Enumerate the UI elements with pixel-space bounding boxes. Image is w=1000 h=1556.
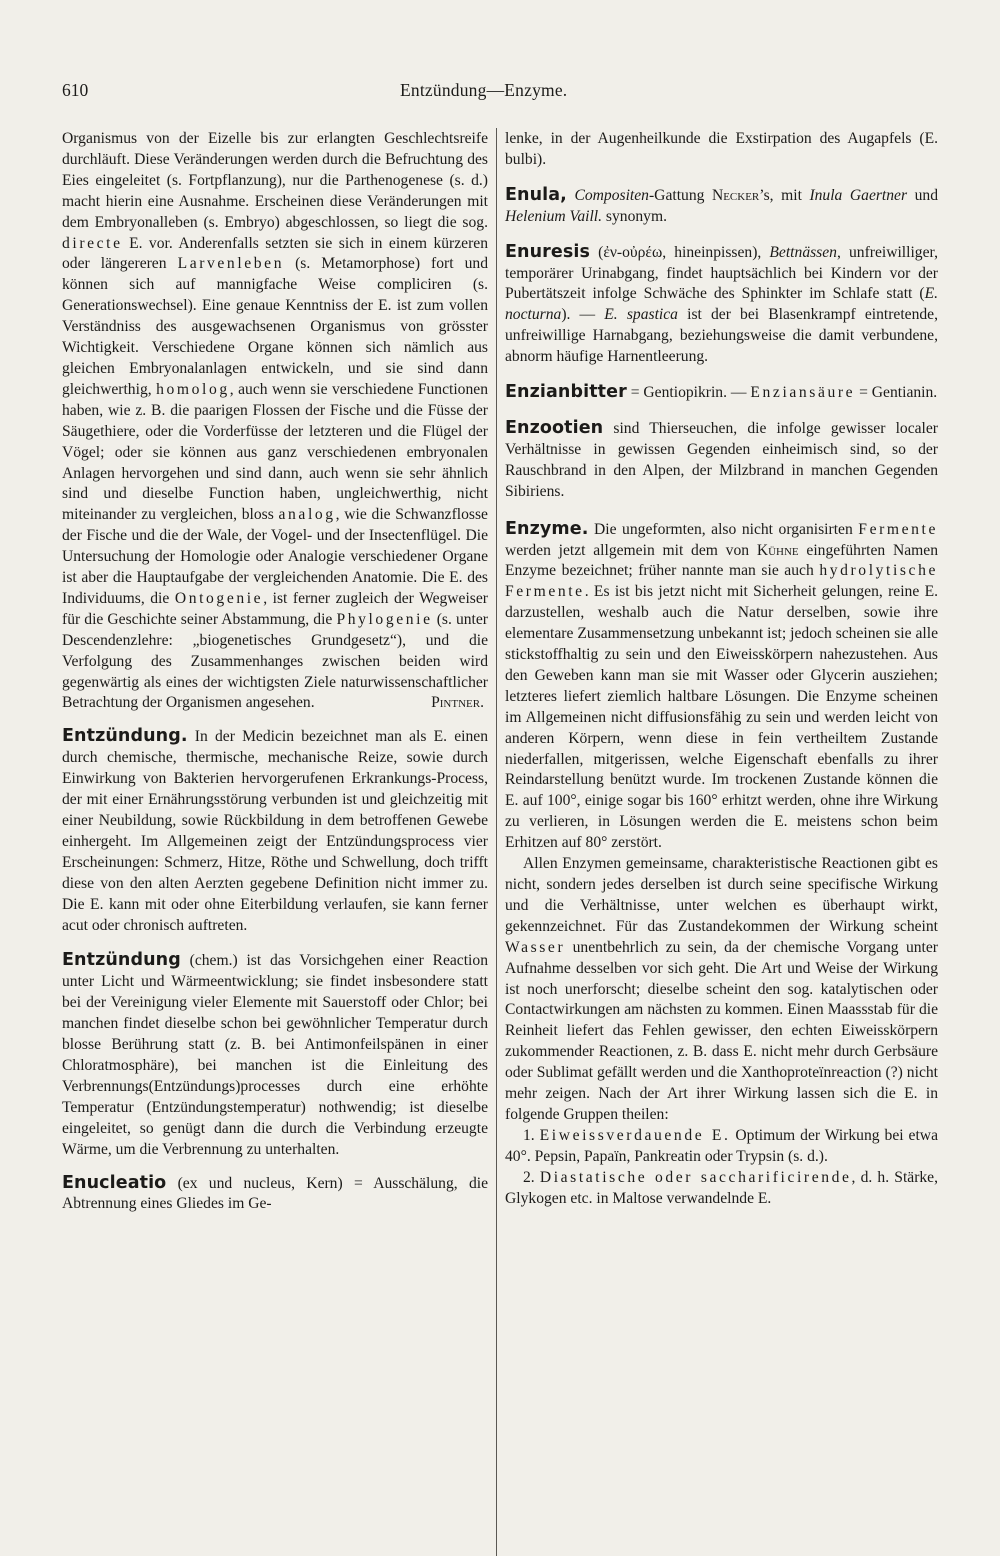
emphasis-term: Ontogenie bbox=[174, 589, 264, 607]
headword: Enuresis bbox=[505, 241, 591, 262]
entry-entzuendung-chem: Entzündung (chem.) ist das Vorsichgehen einer Reaction unter Licht und Wärmeentwicklung; sie findet insbesondere statt bei der Vereinigung vieler Elemente mit Sauerstoff oder Chlor; bei manchen findet dieselbe schon bei gewöhnlicher Temperatur durch blosse Berührung statt (z. B. bei Antimonfeilspänen in einer Chloratmosphäre), bei manchen ist die Einleitung des Verbrennungs(Entzündungs)processes durch eine erhöhte Temperatur (Entzündungstemperatur) nothwendig; ist dieselbe eingeleitet, so genügt dann die durch die Verbindung erzeugte Wärme, um die Verbrennung zu unterhalten. bbox=[62, 950, 488, 1158]
emphasis-term: directe bbox=[62, 234, 123, 252]
running-head: Entzündung—Enzyme. bbox=[400, 80, 568, 100]
headword: Enzianbitter bbox=[505, 382, 627, 403]
enzyme-group-2: 2. Diastatische oder saccharificirende, d. h. Stärke, Glykogen etc. in Maltose verwandelnde E. bbox=[505, 1168, 939, 1207]
right-column bbox=[505, 129, 938, 1210]
headword: Enula, bbox=[505, 184, 567, 205]
column-rule bbox=[496, 128, 497, 1556]
entry-entzuendung: Entzündung. In der Medicin bezeichnet man als E. einen durch chemische, thermische, mechanische Reize, sowie durch Einwirkung von Bakterien hervorgerufenen Erkrankungs-Process, der mit einer Ernährungsstörung verbunden ist und gleichzeitig mit einer Neubildung, sowie Rückbildung in dem betroffenen Gewebe einhergeht. Im Allgemeinen zeigt der Entzündungsprocess vier Erscheinungen: Schmerz, Hitze, Röthe und Schwellung, doch trifft diese von den alten Aerzten gegebene Definition nicht immer zu. Die E. kann mit oder ohne Eiterbildung verlaufen, sie kann ferner acut oder chronisch auftreten. bbox=[62, 726, 488, 934]
enzyme-paragraph-2: Allen Enzymen gemeinsame, charakteristische Reactionen gibt es nicht, sondern jedes derselben ist durch seine specifische Wirkung und die Verhältnisse, unter welchen es überhaupt wirkt, gekennzeichnet. Für das Zustandekommen der Wirkung scheint Wasser unentbehrlich zu sein, da der chemische Vorgang unter Aufnahme desselben vor sich geht. Die Art und Weise der Wirkung ist noch unerforscht; dieselbe scheint den sog. katalytischen oder Contactwirkungen am nächsten zu kommen. Einen Maassstab für die Reinheit liefert das Fehlen gewisser, den echten Eiweisskörpern zukommender Reactionen, z. B. dass E. nicht mehr durch Gerbsäure oder Sublimat gefällt werden und die Xanthoproteïnreaction (?) nicht mehr zeigen. Nach der Art ihrer Wirkung lassen sich die E. in folgende Gruppen theilen: bbox=[505, 855, 938, 1123]
emphasis-term: Larvenleben bbox=[177, 255, 285, 273]
page-number: 610 bbox=[62, 80, 89, 100]
author-signature: Pintner. bbox=[431, 694, 484, 712]
headword: Enucleatio bbox=[62, 1172, 167, 1193]
entry-enzootien: Enzootien sind Thierseuchen, die infolge gewisser localer Verhältnisse in gewissen Gegenden einheimisch sind, so der Rauschbrand in den Alpen, der Milzbrand in manchen Gegenden Sibiriens. bbox=[505, 417, 938, 500]
emphasis-term: homolog bbox=[156, 380, 230, 398]
emphasis-term: Phylogenie bbox=[336, 610, 433, 628]
entry-enzyme: Enzyme. Die ungeformten, also nicht organisirten Fermente werden jetzt allgemein mit dem von Kühne eingeführten Namen Enzyme bezeichnet; früher nannte man sie auch hydrolytische Fermente. Es ist bis jetzt nicht mit Sicherheit gelungen, reine E. darzustellen, weshalb auch die Natur derselben, sowie ihre elementare Zusammensetzung unbekannt ist; jedoch scheinen sie alle stickstoffhaltig zu sein und den Eiweisskörpern nahezustehen. Aus den Geweben kann man sie mit Wasser oder Glycerin ausziehen; letzteres liefert ziemlich haltbare Lösungen. Die Enzyme scheinen im Allgemeinen nicht diffusionsfähig zu sein und werden leicht von anderen Körpern, wenn diese in fein vertheiltem Zustande niederfallen, mitgerissen, welche Eigenschaft ebenfalls zu ihrer Reindarstellung benützt wurde. Im trockenen Zustande können die E. auf 100°, einige sogar bis 160° erhitzt werden, ohne ihre Wirkung zu verlieren, in Lösungen werden die E. meistens schon beim Erhitzen auf 80° zerstört. bbox=[505, 518, 938, 852]
entry-enucleatio: Enucleatio (ex und nucleus, Kern) = Ausschälung, die Abtrennung eines Gliedes im Ge- bbox=[62, 1172, 488, 1213]
entry-enuresis: Enuresis (ἐν-οὐρέω, hineinpissen), Bettnässen, unfreiwilliger, temporärer Urinabgang, findet hauptsächlich bei Kindern vor der Pubertätszeit infolge Schwäche des Sphinkter im Schlafe statt (E. nocturna). — E. spastica ist der bei Blasenkrampf eintretende, unfreiwillige Harnabgang, beziehungsweise die damit verbundene, abnorm häufige Harnentleerung. bbox=[505, 241, 939, 366]
enzyme-group-1: 1. Eiweissverdauende E. Optimum der Wirkung bei etwa 40°. Pepsin, Papaïn, Pankreatin oder Trypsin (s. d.). bbox=[505, 1126, 938, 1165]
entry-continuation-enucleatio: lenke, in der Augenheilkunde die Exstirpation des Augapfels (E. bulbi). bbox=[505, 130, 938, 168]
headword: Enzyme. bbox=[505, 518, 589, 539]
headword: Entzündung. bbox=[62, 726, 188, 747]
headword: Entzündung bbox=[62, 950, 181, 971]
page-header bbox=[62, 80, 938, 104]
entry-enula: Enula, Compositen-Gattung Necker’s, mit Inula Gaertner und Helenium Vaill. synonym. bbox=[505, 184, 938, 225]
entry-continuation-embryologie: Organismus von der Eizelle bis zur erlangten Geschlechtsreife durchläuft. Diese Veränderungen werden durch die Befruchtung des Eies eingeleitet (s. Fortpflanzung), nur die Parthenogenese (s. d.) macht hierin eine Ausnahme. Erscheinen diese Veränderungen mit dem Embryonalleben (s. Embryo) abgeschlossen, so liegt die sog. directe E. vor. Anderenfalls setzten sie sich in einem kürzeren oder längereren Larvenleben (s. Metamorphose) fort und können sich auf mannigfache Weise compliciren (s. Generationswechsel). Eine genaue Kenntniss der E. ist zum vollen Verständniss des ausgewachsenen Organismus von grösster Wichtigkeit. Verschiedene Organe können sich nämlich aus gleichen Embryonalanlagen entwickeln, und sie sind dann gleichwerthig, homolog, auch wenn sie verschiedene Functionen haben, wie z. B. die paarigen Flossen der Fische und die Füsse der Säugethiere, oder die Vorderfüsse der letzteren und die Flügel der Vögel; oder sie können aus ganz verschiedenen embryonalen Anlagen hervorgehen und sind dann, auch wenn sie sehr ähnlich sind und dieselbe Function haben, ungleichwerthig, nicht miteinander zu vergleichen, bloss analog, wie die Schwanzflosse der Fische und die der Wale, der Vogel- und der Insectenflügel. Die Untersuchung der Homologie oder Analogie verschiedener Organe ist aber die Hauptaufgabe der vergleichenden Anatomie. Die E. des Individuums, die Ontogenie, ist ferner zugleich der Wegweiser für die Geschichte seiner Abstammung, die Phylogenie (s. unter Descendenzlehre: „biogenetisches Grundgesetz“), und die Verfolgung des Zusammenhanges zwischen beiden wird gegenwärtig als eines der wichtigsten Ziele naturwissenschaftlicher Betrachtung der Organismen angesehen. Pintner. bbox=[62, 129, 488, 714]
left-column bbox=[62, 129, 488, 1215]
emphasis-term: analog bbox=[278, 506, 336, 524]
entry-enzianbitter: Enzianbitter = Gentiopikrin. — Enziansäure = Gentianin. bbox=[505, 382, 938, 403]
headword: Enzootien bbox=[505, 417, 604, 438]
